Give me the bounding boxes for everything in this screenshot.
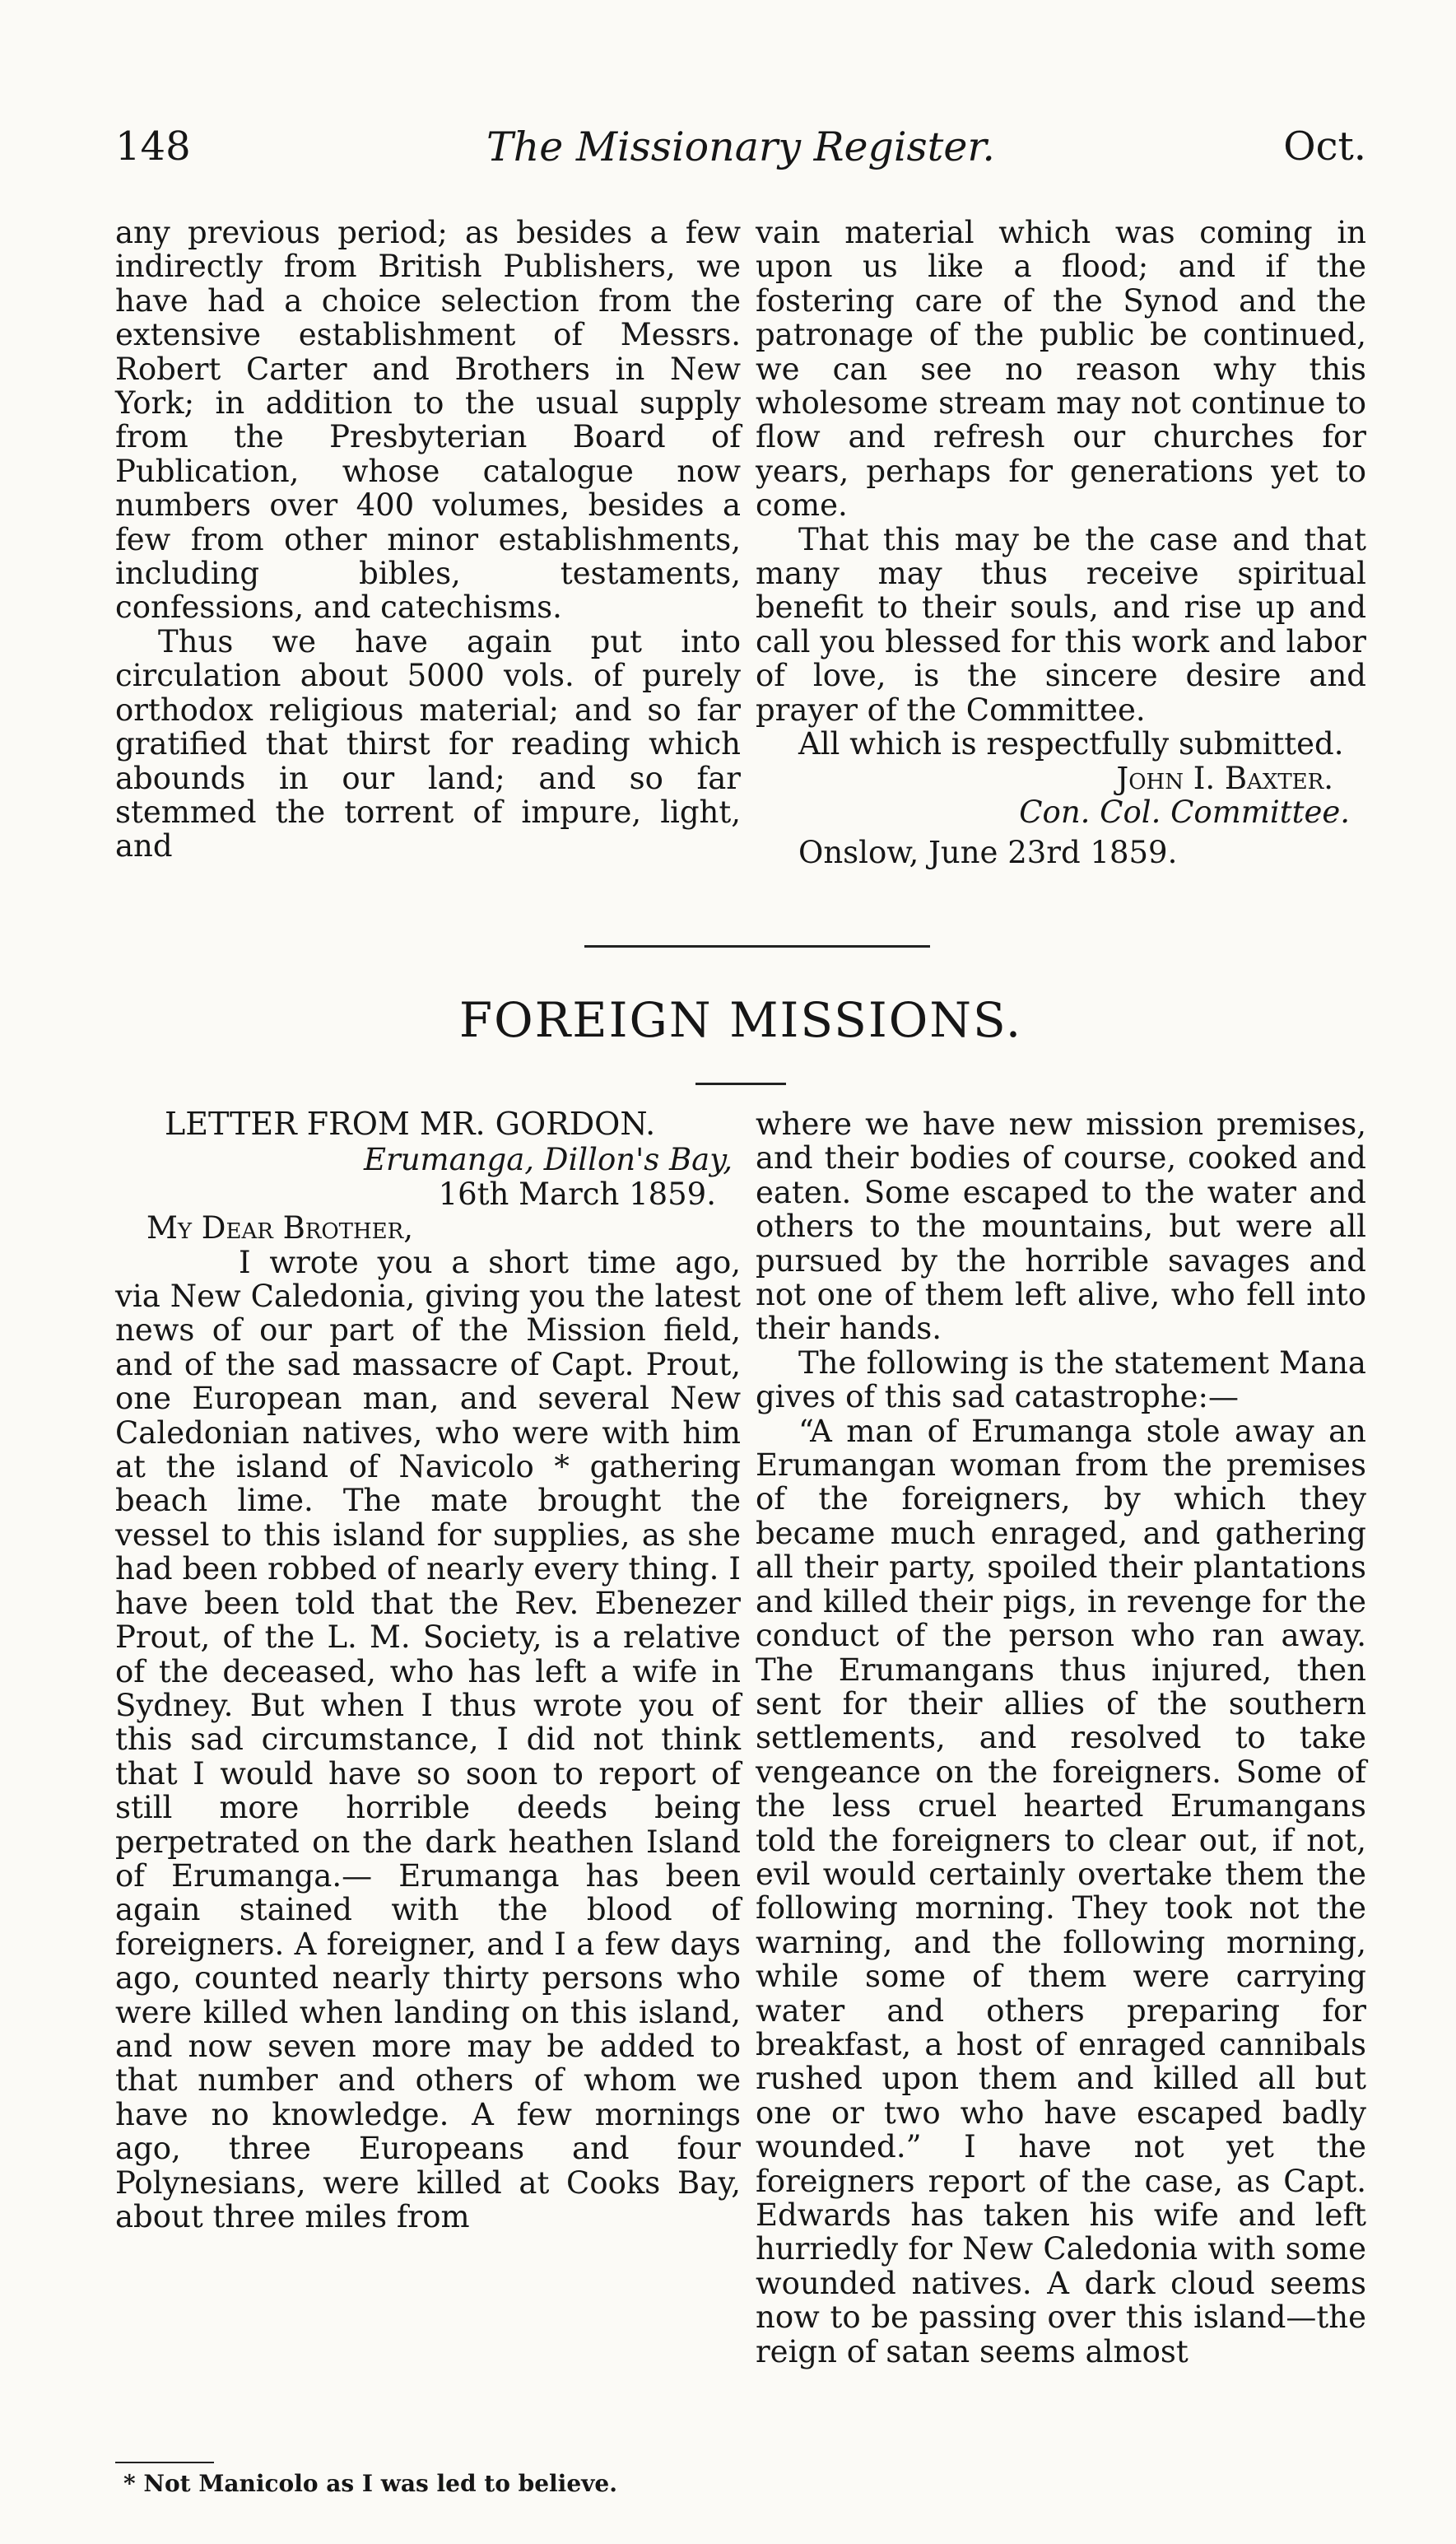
letter-date: 16th March 1859. <box>438 1176 716 1212</box>
letter-paragraph: I wrote you a short time ago, via New Caledonia, giving you the latest news of our part of the Mission field, and of the sad massacre of Capt. Prout, one European man, and several New Caledonian natives, who were with him at the island of Navicolo * gathering beach lime. The mate brought the vessel to this island for supplies, as she had been robbed of nearly every thing. I have been told that the Rev. Ebenezer Prout, of the L. M. Society, is a relative of the deceased, who has left a wife in Sydney. But when I thus wrote you of this sad circumstance, I did not think that I would have so soon to report of still more horrible deeds being perpetrated on the dark heathen Island of Erumanga.— Erumanga has been again stained with the blood of foreigners. A foreigner, and I a few days ago, counted nearly thirty persons who were killed when landing on this island, and now seven more may be added to that number and others of whom we have no knowledge. A few mornings ago, three Europeans and four Polynesians, were killed at Cooks Bay, about three miles from <box>115 1244 741 2234</box>
signature-name: John I. Baxter. <box>1116 760 1333 796</box>
report-closing: All which is respectfully submitted. <box>798 726 1344 762</box>
letter-salutation: My Dear Brother, <box>147 1210 413 1246</box>
signature-title: Con. Col. Committee. <box>1019 794 1350 830</box>
letter-title: LETTER FROM MR. GORDON. <box>165 1106 656 1142</box>
running-month: Oct. <box>1283 123 1366 170</box>
page-header <box>115 123 1366 189</box>
footnote: * Not Manicolo as I was led to believe. <box>123 2470 617 2497</box>
letter-paragraph: The following is the statement Mana gives of this sad catastrophe:— <box>756 1344 1366 1415</box>
page-number: 148 <box>115 123 191 170</box>
report-paragraph: That this may be the case and that many may thus receive spiritual benefit to their souls, and rise up and call you blessed for this work and labor of love, is the sincere desire and prayer of the Committee. <box>756 521 1366 728</box>
place-date: Onslow, June 23rd 1859. <box>798 835 1178 871</box>
letter-column-left <box>115 1107 741 2234</box>
letter-quote: “A man of Erumanga stole away an Erumangan woman from the premises of the foreigners, by which they became much enraged, and gathering all their party, spoiled their plantations and killed their pigs, in revenge for the conduct of the person who ran away. The Erumangans thus injured, then sent for their allies of the southern settlements, and resolved to take vengeance on the foreigners. Some of the less cruel hearted Erumangans told the foreigners to clear out, if not, evil would certainly overtake them the following morning. They took not the warning, and the following morning, while some of them were carrying water and others preparing for breakfast, a host of enraged cannibals rushed upon them and killed all but one or two who have escaped badly wounded.” I have not yet the foreigners report of the case, as Capt. Edwards has taken his wife and left hurriedly for New Caledonia with some wounded natives. A dark cloud seems now to be passing over this island—the reign of satan seems almost <box>756 1413 1366 2369</box>
letter-place: Erumanga, Dillon's Bay, <box>364 1142 733 1178</box>
report-paragraph: vain material which was coming in upon us like a flood; and if the fostering care of the Synod and the patronage of the public be continued, we can see no reason why this wholesome stream may not continue to flow and refresh our churches for years, perhaps for generations yet to come. <box>756 215 1366 524</box>
report-paragraph: any previous period; as besides a few indirectly from British Publishers, we have had a choice selection from the extensive establishment of Messrs. Robert Carter and Brothers in New York; in addition to the usual supply from the Presbyterian Board of Publication, whose catalogue now numbers over 400 volumes, besides a few from other minor establishments, including bibles, testaments, confessions, and catechisms. <box>115 215 741 626</box>
letter-column-right <box>756 1107 1366 2369</box>
report-column-right <box>756 216 1366 870</box>
running-title: The Missionary Register. <box>486 123 995 170</box>
section-title: FOREIGN MISSIONS. <box>458 992 1023 1048</box>
letter-paragraph: where we have new mission premises, and their bodies of course, cooked and eaten. Some escaped to the water and others to the mountains, but were all pursued by the horrible savages and not one of them left alive, who fell into their hands. <box>756 1107 1366 1347</box>
section-divider <box>584 945 930 948</box>
report-column-left <box>115 216 741 864</box>
report-paragraph: Thus we have again put into circulation about 5000 vols. of purely orthodox religious material; and so far gratified that thirst for reading which abounds in our land; and so far stemmed the torrent of impure, light, and <box>115 623 741 864</box>
title-underline <box>695 1083 786 1085</box>
footnote-divider <box>115 2462 214 2463</box>
